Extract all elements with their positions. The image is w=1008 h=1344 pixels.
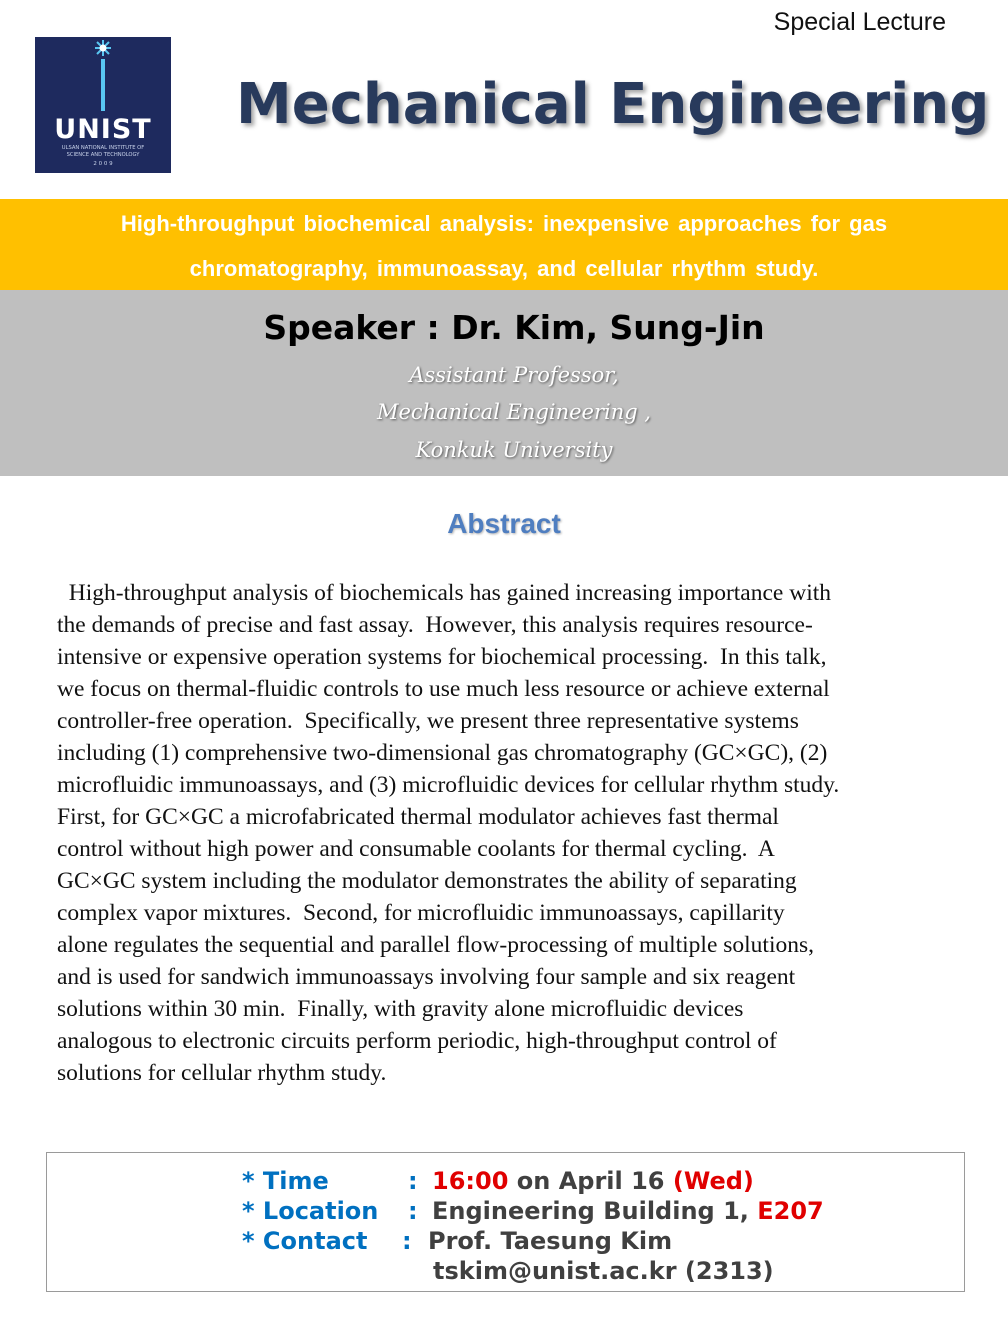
abstract-line: High-throughput analysis of biochemicals has gained increasing importance with [57, 580, 831, 606]
time-label: * Time [242, 1167, 329, 1195]
time-weekday: (Wed) [664, 1167, 754, 1195]
abstract-line: and is used for sandwich immunoassays involving four sample and six reagent [57, 964, 796, 990]
abstract-line: GC×GC system including the modulator demonstrates the ability of separating [57, 868, 797, 894]
speaker-university: Konkuk University [415, 438, 613, 462]
logo-subtitle-2: SCIENCE AND TECHNOLOGY [66, 152, 140, 158]
time-on: on April [508, 1167, 632, 1195]
time-hour: 16:00 [432, 1167, 509, 1195]
abstract-line: intensive or expensive operation systems for biochemical processing. In this talk, [57, 644, 827, 670]
abstract-body [57, 577, 957, 1089]
location-building: Engineering Building 1, [432, 1197, 758, 1225]
abstract-line: we focus on thermal-fluidic controls to use much less resource or achieve external [57, 676, 830, 702]
time-colon: : [408, 1167, 418, 1195]
abstract-line: solutions for cellular rhythm study. [57, 1060, 387, 1086]
abstract-heading: Abstract [447, 508, 561, 539]
logo-wordmark: UNIST [54, 114, 152, 145]
abstract-line: including (1) comprehensive two-dimensional gas chromatography (GC×GC), (2) [57, 740, 828, 766]
abstract-line: control without high power and consumable coolants for thermal cycling. A [57, 836, 775, 862]
speaker-position: Assistant Professor, [409, 363, 619, 387]
talk-title-banner [0, 199, 1008, 290]
location-value [432, 1197, 824, 1225]
time-day: 16 [631, 1167, 665, 1195]
abstract-line: solutions within 30 min. Finally, with gravity alone microfluidic devices [57, 996, 744, 1022]
logo-subtitle-1: ULSAN NATIONAL INSTITUTE OF [61, 145, 145, 151]
speaker-department: Mechanical Engineering , [376, 400, 652, 424]
abstract-line: complex vapor mixtures. Second, for microfluidic immunoassays, capillarity [57, 900, 785, 926]
location-label: * Location [242, 1197, 379, 1225]
contact-colon: : [402, 1227, 412, 1255]
speaker-name: Speaker : Dr. Kim, Sung-Jin [263, 308, 765, 347]
location-room: E207 [757, 1197, 824, 1225]
special-lecture-label: Special Lecture [773, 8, 946, 36]
abstract-line: First, for GC×GC a microfabricated thermal modulator achieves fast thermal [57, 804, 779, 830]
abstract-line: the demands of precise and fast assay. However, this analysis requires resource- [57, 612, 813, 638]
contact-email: tskim@unist.ac.kr (2313) [433, 1257, 774, 1285]
contact-label: * Contact [242, 1227, 368, 1255]
page-title: Mechanical Engineering [236, 72, 990, 137]
time-value [432, 1167, 754, 1195]
event-info-box [46, 1152, 965, 1292]
abstract-line: alone regulates the sequential and parallel flow-processing of multiple solutions, [57, 932, 815, 958]
abstract-line: microfluidic immunoassays, and (3) microfluidic devices for cellular rhythm study. [57, 772, 840, 798]
contact-name: Prof. Taesung Kim [428, 1227, 673, 1255]
logo-year: 2 0 0 9 [93, 161, 113, 167]
unist-logo-graphic [35, 37, 171, 173]
talk-title-line-1: High-throughput biochemical analysis: inexpensive approaches for gas [120, 211, 888, 236]
unist-logo [35, 37, 171, 173]
talk-title-line-2: chromatography, immunoassay, and cellular rhythm study. [189, 256, 819, 281]
abstract-line: controller-free operation. Specifically, we present three representative systems [57, 708, 799, 734]
contact-email-row [433, 1257, 774, 1285]
abstract-line: analogous to electronic circuits perform periodic, high-throughput control of [57, 1028, 777, 1054]
location-colon: : [408, 1197, 418, 1225]
